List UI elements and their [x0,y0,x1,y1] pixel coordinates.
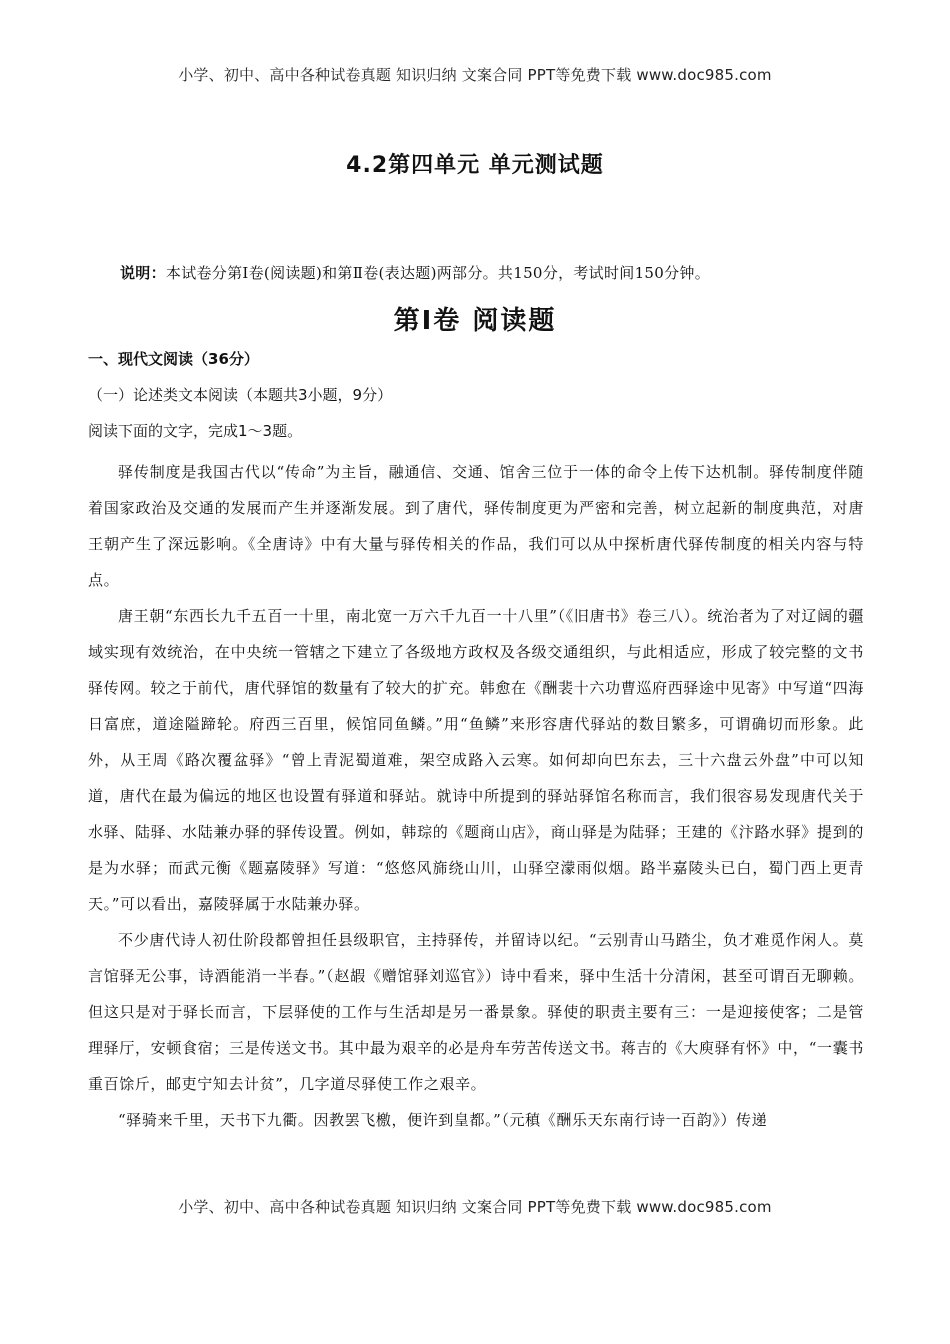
page-footer: 小学、初中、高中各种试卷真题 知识归纳 文案合同 PPT等免费下载 www.doc985.com [178,1198,772,1216]
page-title: 4.2第四单元 单元测试题 [346,153,604,178]
exam-note [120,262,880,283]
passage-paragraph-4: “驿骑来千里，天书下九衢。因教罢飞檄，便许到皇都。”（元稹《酬乐天东南行诗一百韵》）传递 [118,1111,768,1129]
reading-instruction: 阅读下面的文字，完成1～3题。 [88,422,303,440]
passage-paragraph-1: 驿传制度是我国古代以“传命”为主旨，融通信、交通、馆舍三位于一体的命令上传下达机制。驿传制度伴随着国家政治及交通的发展而产生并逐渐发展。到了唐代，驿传制度更为严密和完善，树立起新的制度典范，对唐王朝产生了深远影响。《全唐诗》中有大量与驿传相关的作品，我们可以从中探析唐代驿传制度的相关内容与特点。 [88,463,864,589]
subsection-heading: （一）论述类文本阅读（本题共3小题，9分） [88,386,393,404]
volume-title: 第Ⅰ卷 阅读题 [393,306,557,336]
exam-note-text: 本试卷分第Ⅰ卷(阅读题)和第Ⅱ卷(表达题)两部分。共150分，考试时间150分钟。 [165,264,710,282]
passage-paragraph-3: 不少唐代诗人初仕阶段都曾担任县级职官，主持驿传，并留诗以纪。“云别青山马踏尘，负才难觅作闲人。莫言馆驿无公事，诗酒能消一半春。”（赵嘏《赠馆驿刘巡官》）诗中看来，驿中生活十分清闲，甚至可谓百无聊赖。但这只是对于驿长而言，下层驿使的工作与生活却是另一番景象。驿使的职责主要有三：一是迎接使客；二是管理驿厅，安顿食宿；三是传送文书。其中最为艰辛的必是舟车劳苦传送文书。蒋吉的《大庾驿有怀》中，“一囊书重百馀斤，邮吏宁知去计贫”，几字道尽驿使工作之艰辛。 [88,931,864,1093]
passage-paragraph-2: 唐王朝“东西长九千五百一十里，南北宽一万六千九百一十八里”（《旧唐书》卷三八）。统治者为了对辽阔的疆域实现有效统治，在中央统一管辖之下建立了各级地方政权及各级交通组织，与此相适应，形成了较完整的文书驿传网。较之于前代，唐代驿馆的数量有了较大的扩充。韩愈在《酬裴十六功曹巡府西驿途中见寄》中写道“四海日富庶，道途隘蹄轮。府西三百里，候馆同鱼鳞。”用“鱼鳞”来形容唐代驿站的数目繁多，可谓确切而形象。此外，从王周《路次覆盆驿》“曾上青泥蜀道难，架空成路入云寒。如何却向巴东去，三十六盘云外盘”中可以知道，唐代在最为偏远的地区也设置有驿道和驿站。就诗中所提到的驿站驿馆名称而言，我们很容易发现唐代关于水驿、陆驿、水陆兼办驿的驿传设置。例如，韩琮的《题商山店》，商山驿是为陆驿；王建的《汴路水驿》提到的是为水驿；而武元衡《题嘉陵驿》写道：“悠悠风旆绕山川，山驿空濛雨似烟。路半嘉陵头已白，蜀门西上更青天。”可以看出，嘉陵驿属于水陆兼办驿。 [88,607,864,913]
reading-passage [88,454,864,1138]
exam-note-label: 说明： [120,264,166,282]
page-header: 小学、初中、高中各种试卷真题 知识归纳 文案合同 PPT等免费下载 www.doc985.com [178,66,772,84]
section-heading: 一、现代文阅读（36分） [88,350,259,368]
